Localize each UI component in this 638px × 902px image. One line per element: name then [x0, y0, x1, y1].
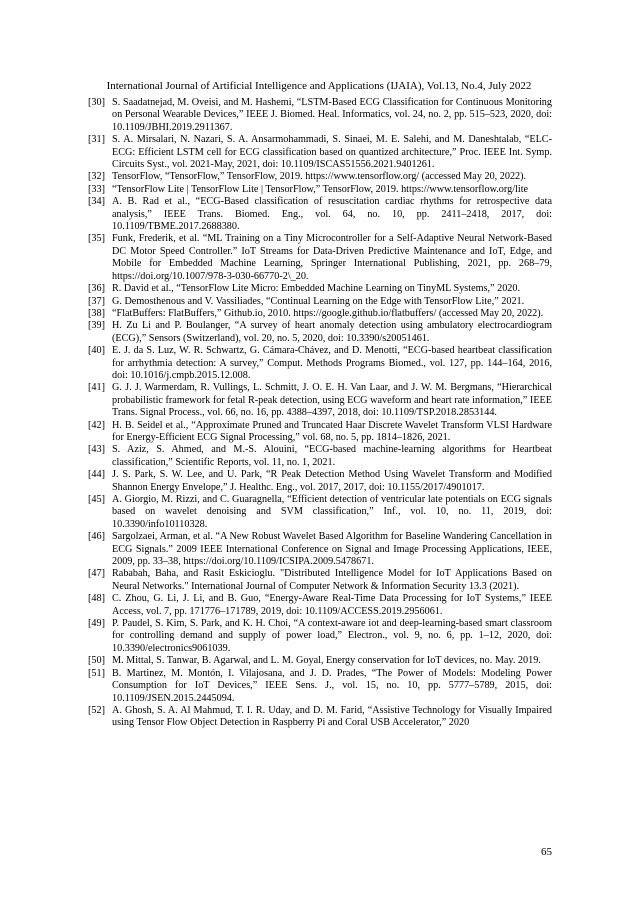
reference-text: B. Martinez, M. Montón, I. Vilajosana, and J. D. Prades, “The Power of Models: Modeling Power Consumption for IoT Devices,” IEEE Sens. J., vol. 15, no. 10, pp. 5777–5789, 2015, doi: 10.1109/JSEN.2015.2445094. [112, 667, 552, 704]
reference-number: [52] [88, 704, 105, 716]
reference-item [88, 134, 552, 171]
reference-number: [43] [88, 444, 105, 456]
reference-text: R. David et al., “TensorFlow Lite Micro: Embedded Machine Learning on TinyML Systems,” 2020. [112, 283, 521, 295]
reference-text: C. Zhou, G. Li, J. Li, and B. Guo, “Energy-Aware Real-Time Data Processing for IoT Systems,” IEEE Access, vol. 7, pp. 171776–171789, 2019, doi: 10.1109/ACCESS.2019.2956061. [112, 593, 552, 617]
reference-item [88, 345, 552, 382]
reference-number: [45] [88, 494, 105, 505]
reference-item [88, 296, 552, 308]
reference-number: [31] [88, 134, 105, 146]
reference-item [88, 568, 552, 593]
reference-item [88, 184, 552, 196]
reference-text: M. Mittal, S. Tanwar, B. Agarwal, and L. M. Goyal, Energy conservation for IoT devices, no. May. 2019. [112, 655, 541, 667]
reference-list [88, 97, 552, 730]
reference-text: J. S. Park, S. W. Lee, and U. Park, “R Peak Detection Method Using Wavelet Transform and Modified Shannon Energy Envelope,” J. Healthc. Eng., vol. 2017, 2017, doi: 10.1155/2017/4901017. [112, 469, 552, 493]
reference-number: [44] [88, 469, 105, 481]
reference-text: A. B. Rad et al., “ECG-Based classification of resuscitation cardiac rhythms for retrospective data analysis,” IEEE Trans. Biomed. Eng., vol. 64, no. 10, pp. 2411–2418, 2017, doi: 10.1109/TBME.2017.2688380. [112, 196, 552, 233]
reference-text: S. Saadatnejad, M. Oveisi, and M. Hashemi, “LSTM-Based ECG Classification for Continuous Monitoring on Personal Wearable Devices,” IEEE J. Biomed. Heal. Informatics, vol. 24, no. 2, pp. 515–523, 2020, doi: 10.1109/JBHI.2019.2911367. [112, 97, 552, 133]
reference-item [88, 308, 552, 320]
reference-number: [51] [88, 667, 105, 679]
reference-text: H. B. Seidel et al., “Approximate Pruned and Truncated Haar Discrete Wavelet Transform VLSI Hardware for Energy-Efficient ECG Signal Processing,” vol. 68, no. 5, pp. 1814–1826, 2021. [112, 419, 552, 443]
running-header: International Journal of Artificial Intelligence and Applications (IJAIA), Vol.13, No.4, July 2022 [106, 80, 532, 92]
reference-number: [47] [88, 568, 105, 580]
reference-number: [38] [88, 307, 105, 319]
reference-text: S. Aziz, S. Ahmed, and M.-S. Alouini, “ECG-based machine-learning algorithms for Heartbeat classification,” Scientific Reports, vol. 11, no. 1, 2021. [112, 444, 552, 468]
reference-number: [32] [88, 171, 105, 183]
reference-text: P. Paudel, S. Kim, S. Park, and K. H. Choi, “A context-aware iot and deep-learning-based smart classroom for controlling demand and supply of power load,” Electron., vol. 9, no. 6, pp. 1–12, 2020, doi: 10.3390/electronics9061039. [112, 618, 552, 654]
reference-number: [46] [88, 531, 105, 543]
reference-text: Funk, Frederik, et al. “ML Training on a Tiny Microcontroller for a Self-Adaptive Neural Network-Based DC Motor Speed Controller.” IoT Streams for Data-Driven Predictive Maintenance and IoT, Edge, and Mobile for Embedded Machine Learning, Springer International Publishing, 2021, pp. 268–79, https://doi.org/10.1007/978-3-030-66770-2\_20. [112, 233, 552, 282]
reference-number: [42] [88, 419, 105, 431]
reference-number: [34] [88, 196, 105, 208]
reference-number: [48] [88, 593, 105, 605]
reference-number: [39] [88, 320, 105, 332]
reference-item [88, 196, 552, 233]
reference-item [88, 171, 552, 183]
reference-item [88, 593, 552, 618]
reference-item [88, 444, 552, 469]
reference-number: [35] [88, 233, 105, 245]
page-number: 65 [541, 846, 552, 858]
reference-item [88, 420, 552, 445]
reference-text: H. Zu Li and P. Boulanger, “A survey of heart anomaly detection using ambulatory electrocardiogram (ECG),” Sensors (Switzerland), vol. 20, no. 5, 2020, doi: 10.3390/s20051461. [112, 320, 552, 344]
reference-text: G. J. J. Warmerdam, R. Vullings, L. Schmitt, J. O. E. H. Van Laar, and J. W. M. Bergmans, “Hierarchical probabilistic framework for fetal R-peak detection, using ECG waveform and heart rate information,” IEEE Trans. Signal Process., vol. 66, no. 16, pp. 4388–4397, 2018, doi: 10.1109/TSP.2018.2853144. [112, 382, 552, 419]
reference-text: Rababah, Baha, and Rasit Eskicioglu. "Distributed Intelligence Model for IoT Applications Based on Neural Networks." International Journal of Computer Network & Information Security 13.3 (2021). [112, 568, 552, 592]
reference-text: A. Giorgio, M. Rizzi, and C. Guaragnella, “Efficient detection of ventricular late potentials on ECG signals based on wavelet denoising and SVM classification,” Inf., vol. 10, no. 11, 2019, doi: 10.3390/info10110328. [112, 494, 552, 530]
reference-number: [36] [88, 283, 105, 295]
reference-text: E. J. da S. Luz, W. R. Schwartz, G. Cámara-Chávez, and D. Menotti, “ECG-based heartbeat classification for arrhythmia detection: A survey,” Comput. Methods Programs Biomed., vol. 127, pp. 144–164, 2016, doi: 10.1016/j.cmpb.2015.12.008. [112, 345, 552, 381]
reference-text: S. A. Mirsalari, N. Nazari, S. A. Ansarmohammadi, S. Sinaei, M. E. Salehi, and M. Daneshtalab, “ELC-ECG: Efficient LSTM cell for ECG classification based on quantized architecture,” Proc. IEEE Int. Symp. Circuits Syst., vol. 2021-May, 2021, doi: 10.1109/ISCAS51556.2021.9401261. [112, 134, 552, 171]
reference-item [88, 705, 552, 730]
reference-number: [33] [88, 183, 105, 195]
reference-item [88, 618, 552, 655]
reference-item [88, 469, 552, 494]
reference-text: “TensorFlow Lite | TensorFlow Lite | TensorFlow,” TensorFlow, 2019. https://www.tensorflow.org/lite [112, 183, 529, 195]
reference-text: TensorFlow, “TensorFlow,” TensorFlow, 2019. https://www.tensorflow.org/ (accessed May 20, 2022). [112, 171, 527, 183]
reference-item [88, 97, 552, 134]
reference-number: [40] [88, 345, 105, 357]
reference-item [88, 531, 552, 568]
reference-text: Sargolzaei, Arman, et al. “A New Robust Wavelet Based Algorithm for Baseline Wandering Cancellation in ECG Signals.” 2009 IEEE International Conference on Signal and Image Processing Applications, IEEE, 2009, pp. 33–38, https://doi.org/10.1109/ICSIPA.2009.5478671. [112, 531, 552, 568]
reference-item [88, 320, 552, 345]
reference-number: [49] [88, 618, 105, 630]
reference-text: A. Ghosh, S. A. Al Mahmud, T. I. R. Uday, and D. M. Farid, “Assistive Technology for Visually Impaired using Tensor Flow Object Detection in Raspberry Pi and Coral USB Accelerator,” 2020 [112, 704, 552, 729]
reference-number: [30] [88, 97, 105, 108]
reference-number: [37] [88, 295, 105, 307]
reference-item [88, 233, 552, 283]
reference-number: [50] [88, 655, 105, 667]
reference-item [88, 668, 552, 705]
reference-item [88, 494, 552, 531]
reference-item [88, 655, 552, 667]
reference-number: [41] [88, 382, 105, 394]
reference-item [88, 283, 552, 295]
reference-text: G. Demosthenous and V. Vassiliades, “Continual Learning on the Edge with TensorFlow Lite,” 2021. [112, 295, 525, 307]
reference-text: “FlatBuffers: FlatBuffers,” Github.io, 2010. https://google.github.io/flatbuffers/ (accessed May 20, 2022). [112, 307, 544, 319]
reference-item [88, 382, 552, 419]
